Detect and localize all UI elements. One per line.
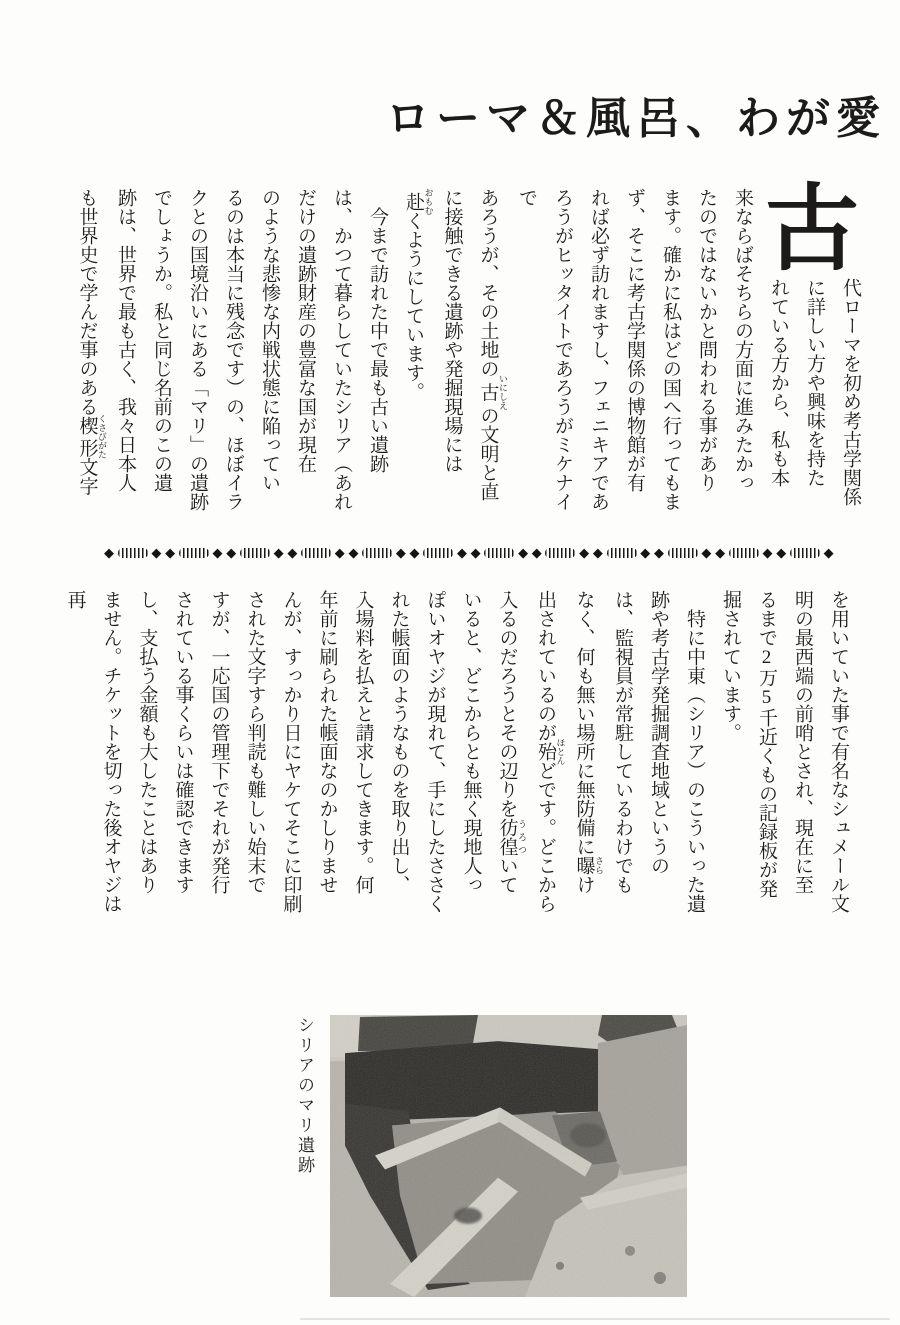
- text-column: いると、どこからとも無く現地人っ: [460, 590, 482, 894]
- diamond-ornament-icon: ◆: [592, 545, 603, 561]
- hatch-ornament: [362, 548, 392, 558]
- text-column: 明の最西端の前哨とされ、現在に至: [792, 590, 813, 894]
- text-column: は、かつて暮らしていたシリア（あれ: [331, 188, 352, 511]
- hatch-ornament: [118, 548, 148, 558]
- hatch-ornament: [607, 548, 637, 558]
- text-column: 入場料を払えと請求してきます。何: [352, 590, 374, 894]
- page-bottom-hairline: [300, 1318, 890, 1320]
- diamond-ornament-icon: ◆: [531, 545, 542, 561]
- ornament-divider: [104, 544, 834, 562]
- diamond-ornament-icon: ◆: [273, 545, 284, 561]
- diamond-ornament-icon: ◆: [715, 545, 726, 561]
- diamond-ornament-icon: ◆: [653, 545, 664, 561]
- text-column: 跡は、世界で最も古く、我々日本人: [115, 188, 136, 492]
- text-column: ぽいオヤジが現れて、手にしたささく: [424, 590, 446, 913]
- diamond-ornament-icon: ◆: [762, 545, 773, 561]
- diamond-ornament-icon: ◆: [776, 545, 787, 561]
- hatch-ornament: [668, 548, 698, 558]
- diamond-ornament-icon: ◆: [518, 545, 529, 561]
- diamond-ornament-icon: ◆: [470, 545, 481, 561]
- text-column: あろうが、その土地の古 いにしえの文明と直: [477, 188, 508, 501]
- hatch-ornament: [423, 548, 453, 558]
- page-title: ローマ＆風呂、わが愛: [386, 94, 886, 143]
- text-column: に詳しい方や興味を持た: [804, 278, 825, 487]
- text-column: んが、すっかり日にヤケてそこに印刷: [280, 590, 302, 913]
- text-column: し、支払う金額も大したことはあり: [136, 590, 158, 894]
- text-column: るのは本当に残念です）の、ほぼイラ: [223, 188, 244, 511]
- hatch-ornament: [790, 548, 820, 558]
- text-column: 赴 おもむくようにしています。: [403, 188, 434, 401]
- text-column: 出されているのが殆 ほとんどです。どこから: [535, 590, 566, 913]
- hatch-ornament: [484, 548, 514, 558]
- text-column: れば必ず訪れますし、フェニキアであ: [588, 188, 609, 511]
- text-block-bottom: [57, 590, 857, 914]
- hatch-ornament: [301, 548, 331, 558]
- text-column: 今まで訪れた中で最も古い遺跡: [367, 188, 388, 473]
- text-column: 入るのだろうとその辺りを彷徨 うろついて: [496, 590, 527, 894]
- text-column: でしょうか。私と同じ名前のこの遺: [151, 188, 172, 492]
- text-column: ず、そこに考古学関係の博物館が有: [624, 188, 645, 492]
- text-column: されている事くらいは確認できます: [172, 590, 194, 894]
- excavation-photo: [330, 1015, 687, 1297]
- text-column: 来ならばそちらの方面に進みたかっ: [732, 188, 753, 492]
- diamond-ornament-icon: ◆: [823, 545, 834, 561]
- diamond-ornament-icon: ◆: [151, 545, 162, 561]
- hatch-ornament: [545, 548, 575, 558]
- text-block-top: [69, 188, 869, 512]
- excavation-photo-art: [330, 1015, 687, 1297]
- text-column: は、監視員が常駐しているわけでも: [612, 590, 633, 894]
- diamond-ornament-icon: ◆: [456, 545, 467, 561]
- hatch-ornament: [729, 548, 759, 558]
- text-column: なく、何も無い場所に無防備に曝 さらけ: [573, 590, 604, 894]
- text-column: に接触できる遺跡や発掘現場には: [441, 188, 463, 473]
- text-column: れた帳面のようなものを取り出し、: [388, 590, 410, 894]
- text-column: クとの国境沿いにある「マリ」の遺跡: [187, 188, 208, 511]
- text-column: も世界史で学んだ事のある楔形 くさびがた文字: [76, 188, 107, 496]
- text-column: された文字すら判読も難しい始末で: [244, 590, 266, 894]
- text-column: を用いていた事で有名なシュメール文: [828, 590, 849, 913]
- hatch-ornament: [179, 548, 209, 558]
- diamond-ornament-icon: ◆: [165, 545, 176, 561]
- photo-caption: シリアのマリ遺跡: [295, 1016, 314, 1176]
- text-column: 年前に刷られた帳面なのかしりませ: [316, 590, 338, 894]
- diamond-ornament-icon: ◆: [212, 545, 223, 561]
- dropcap-character: 古: [764, 178, 859, 282]
- text-column: すが、一応国の管理下でそれが発行: [208, 590, 230, 894]
- text-column: れている方から、私も本: [768, 278, 789, 487]
- text-column: るまで2万5千近くもの記録板が発: [756, 590, 777, 898]
- diamond-ornament-icon: ◆: [640, 545, 651, 561]
- diamond-ornament-icon: ◆: [701, 545, 712, 561]
- text-column: 跡や考古学発掘調査地域というの: [648, 590, 669, 875]
- text-column: ろうがヒッタイトであろうがミケナイで: [516, 188, 573, 511]
- hatch-ornament: [240, 548, 270, 558]
- diamond-ornament-icon: ◆: [226, 545, 237, 561]
- diamond-ornament-icon: ◆: [579, 545, 590, 561]
- diamond-ornament-icon: ◆: [395, 545, 406, 561]
- text-column: たのではないかと問われる事があり: [696, 188, 717, 492]
- text-column: 代ローマを初め考古学関係: [840, 278, 861, 506]
- text-column: 掘されています。: [720, 590, 741, 742]
- text-column: のような悲惨な内戦状態に陥ってい: [259, 188, 280, 492]
- text-column: 特に中東（シリア）のこういった遺: [684, 590, 705, 913]
- text-column: ません。チケットを切った後オヤジは再: [64, 590, 122, 913]
- text-column: ます。確かに私はどの国へ行ってもま: [660, 188, 681, 511]
- diamond-ornament-icon: ◆: [348, 545, 359, 561]
- diamond-ornament-icon: ◆: [104, 545, 114, 561]
- diamond-ornament-icon: ◆: [409, 545, 420, 561]
- text-column: だけの遺跡財産の豊富な国が現在: [295, 188, 316, 473]
- diamond-ornament-icon: ◆: [334, 545, 345, 561]
- diamond-ornament-icon: ◆: [287, 545, 298, 561]
